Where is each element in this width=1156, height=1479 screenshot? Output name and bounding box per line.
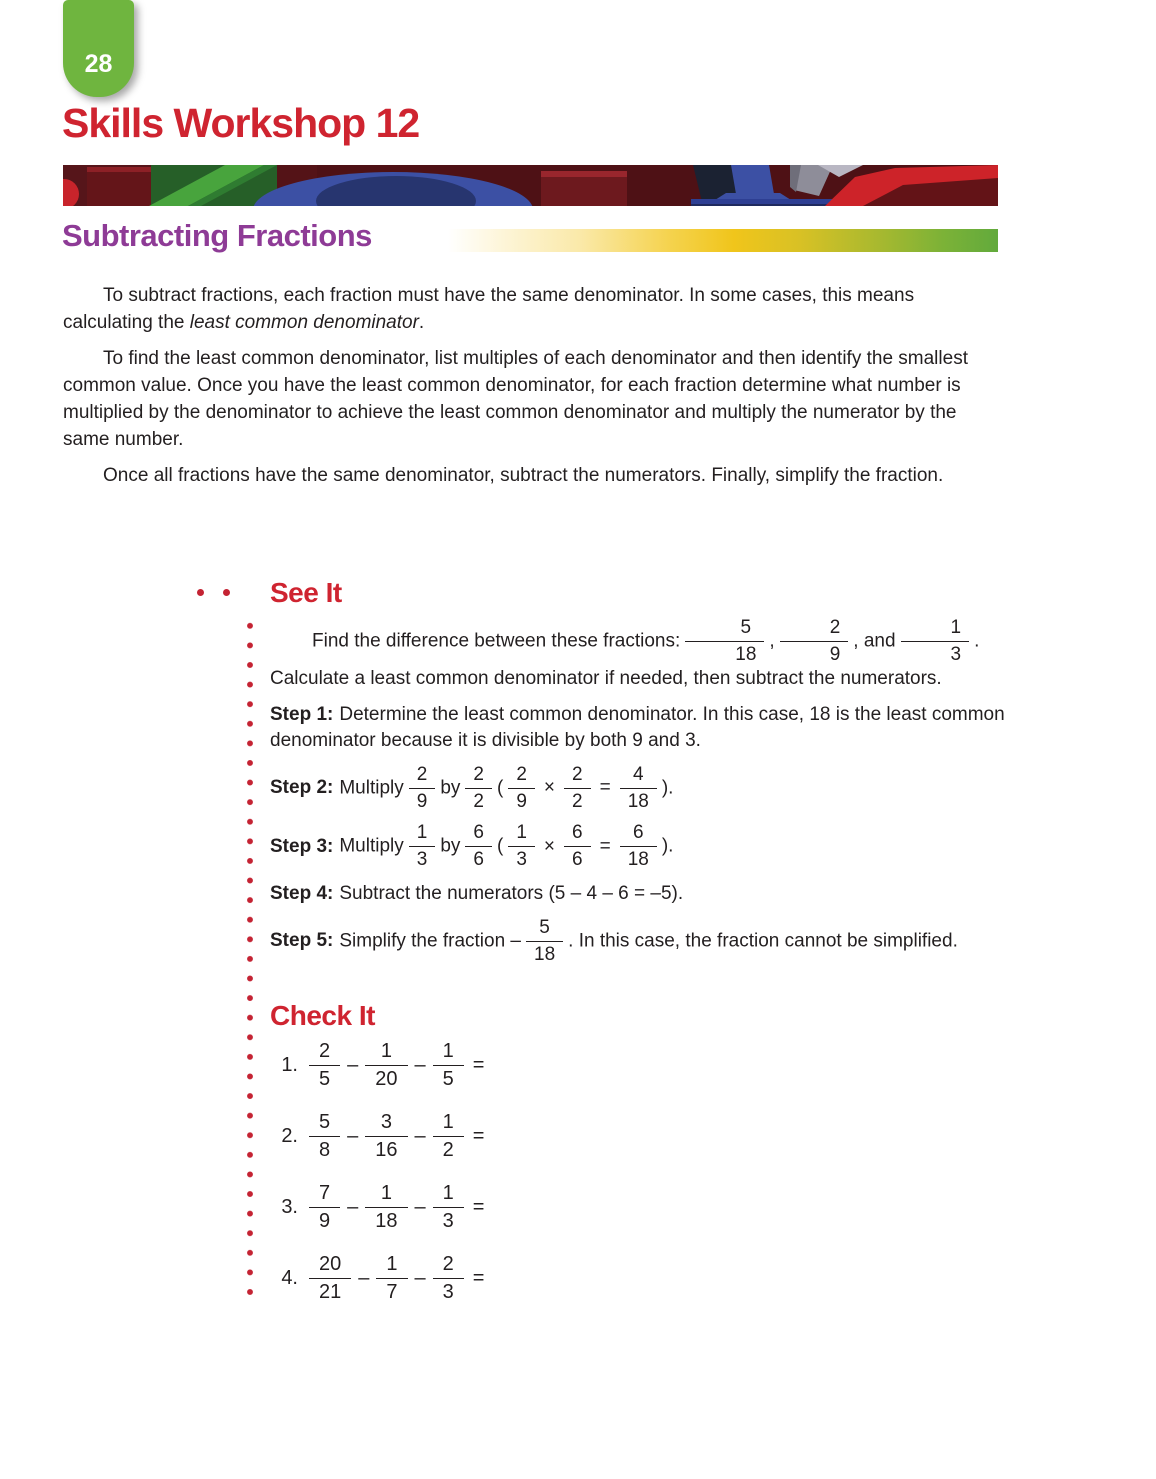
problem-row-2 (270, 1111, 870, 1162)
intro-paragraphs (63, 282, 1008, 498)
fraction-numerator: 5 (740, 617, 752, 638)
fraction-denominator: 6 (564, 846, 591, 871)
dot-icon (197, 589, 204, 596)
fraction (376, 1253, 407, 1304)
minus-operator: – (347, 1054, 359, 1076)
minus-operator: – (414, 1125, 426, 1147)
fraction (620, 822, 657, 871)
minus-operator: – (358, 1267, 370, 1289)
fraction-numerator: 1 (380, 1040, 392, 1062)
minus-operator: – (414, 1054, 426, 1076)
fraction (526, 917, 563, 966)
check-it-section (270, 1000, 870, 1324)
fraction-denominator: 5 (309, 1065, 340, 1091)
step-text: Multiply (339, 835, 404, 857)
fraction-denominator: 2 (564, 788, 591, 813)
fraction-denominator: 9 (780, 641, 849, 666)
fraction (433, 1111, 464, 1162)
step-5 (270, 917, 1012, 966)
fraction-numerator: 2 (442, 1253, 454, 1275)
fraction (564, 822, 591, 871)
fraction (901, 617, 970, 666)
fraction-numerator: 6 (572, 822, 583, 844)
step-label: Step 2: (270, 777, 334, 799)
fraction-denominator: 21 (309, 1278, 351, 1304)
fraction-numerator: 1 (442, 1040, 454, 1062)
equals-operator: = (472, 1196, 485, 1218)
fraction (508, 822, 535, 871)
minus-operator: – (347, 1196, 359, 1218)
fraction (309, 1253, 351, 1304)
step-label: Step 5: (270, 930, 334, 952)
fraction-denominator: 2 (433, 1136, 464, 1162)
see-it-heading: See It (270, 577, 342, 608)
step-2 (270, 764, 1012, 813)
fraction-denominator: 5 (433, 1065, 464, 1091)
fraction-numerator: 1 (380, 1182, 392, 1204)
step-label: Step 3: (270, 835, 334, 857)
see-it-section (270, 577, 1012, 976)
fraction-numerator: 2 (516, 763, 527, 785)
step-text: . In this case, the fraction cannot be simplified. (568, 930, 958, 952)
fraction-denominator: 9 (409, 788, 436, 813)
intro-paragraph-1 (63, 282, 1008, 336)
numbers-collage-graphic (63, 165, 998, 206)
fraction (564, 764, 591, 813)
fraction-numerator: 1 (416, 822, 428, 844)
fraction (309, 1111, 340, 1162)
fraction-numerator: 20 (319, 1253, 342, 1275)
fraction (620, 764, 657, 813)
dotted-rule-vertical (245, 616, 255, 1298)
fraction-numerator: 1 (386, 1253, 398, 1275)
fraction-denominator: 18 (620, 788, 657, 813)
fraction-denominator: 9 (508, 788, 535, 813)
fraction (685, 617, 764, 666)
fraction (409, 822, 436, 871)
fraction-denominator: 8 (309, 1136, 340, 1162)
problem-row-4 (270, 1253, 870, 1304)
close-paren: ). (661, 777, 674, 799)
step-3 (270, 822, 1012, 871)
fraction-numerator: 2 (572, 763, 583, 785)
step-label: Step 4: (270, 883, 334, 905)
see-it-intro (270, 617, 1012, 692)
fraction-numerator: 5 (319, 1111, 331, 1133)
equals-operator: = (472, 1054, 485, 1076)
open-paren: ( (497, 777, 504, 799)
fraction-numerator: 1 (516, 822, 527, 844)
fraction-numerator: 2 (829, 617, 841, 638)
fraction (309, 1182, 340, 1233)
check-it-heading: Check It (270, 1000, 375, 1031)
section-title: Subtracting Fractions (62, 218, 372, 253)
fraction (433, 1040, 464, 1091)
fraction-numerator: 1 (442, 1111, 454, 1133)
fraction-numerator: 1 (442, 1182, 454, 1204)
fraction-denominator: 3 (409, 846, 436, 871)
times-operator: × (543, 777, 556, 799)
italic-term: least common denominator (189, 312, 419, 333)
fraction-denominator: 9 (309, 1207, 340, 1233)
page-number-badge (63, 0, 134, 97)
problem-number: 3. (281, 1196, 298, 1218)
fraction (780, 617, 849, 666)
minus-operator: – (347, 1125, 359, 1147)
page-number: 28 (84, 50, 113, 78)
fraction-denominator: 2 (465, 788, 492, 813)
step-text: Determine the least common denominator. In this case, 18 is the least common denominator because it is divisible by both 9 and 3. (270, 703, 1005, 751)
equals-operator: = (472, 1125, 485, 1147)
step-text: by (440, 777, 461, 799)
problem-row-1 (270, 1040, 870, 1091)
problem-number: 4. (281, 1267, 298, 1289)
minus-operator: – (414, 1196, 426, 1218)
fraction-denominator: 6 (465, 846, 492, 871)
open-paren: ( (497, 835, 504, 857)
step-text: Multiply (339, 777, 404, 799)
fraction-numerator: 6 (632, 822, 644, 844)
intro-text: Find the difference between these fractions: (312, 630, 681, 652)
step-text: by (440, 835, 461, 857)
fraction (309, 1040, 340, 1091)
step-text: Simplify the fraction – (339, 930, 521, 952)
gradient-bar (448, 229, 998, 252)
equals-operator: = (599, 777, 611, 799)
fraction-numerator: 2 (473, 763, 484, 785)
intro-paragraph-2: To find the least common denominator, list multiples of each denominator and then identify the smallest common value. Once you have the least common denominator, for each fraction determine what number is multiplied by the denominator to achieve the least common denominator and multiply the numerator by the same number. (63, 348, 968, 450)
fraction-denominator: 16 (365, 1136, 407, 1162)
fraction-denominator: 18 (685, 641, 764, 666)
banner-image (63, 165, 998, 206)
fraction-numerator: 2 (416, 763, 428, 785)
fraction (365, 1182, 407, 1233)
fraction (433, 1253, 464, 1304)
fraction-numerator: 1 (950, 617, 962, 638)
fraction-numerator: 7 (319, 1182, 331, 1204)
decorative-dots-horizontal (197, 589, 230, 596)
fraction (433, 1182, 464, 1233)
fraction-denominator: 3 (433, 1278, 464, 1304)
fraction-denominator: 3 (433, 1207, 464, 1233)
problem-number: 1. (281, 1054, 298, 1076)
fraction-numerator: 4 (632, 763, 644, 785)
equals-operator: = (599, 835, 611, 857)
problem-number: 2. (281, 1125, 298, 1147)
step-4 (270, 881, 1012, 907)
fraction (508, 764, 535, 813)
fraction-denominator: 7 (376, 1278, 407, 1304)
step-text: Subtract the numerators (5 – 4 – 6 = –5). (339, 883, 684, 905)
fraction-numerator: 5 (539, 917, 550, 939)
intro-text: . Calculate a least common denominator if needed, then subtract the numerators. (270, 630, 980, 689)
fraction-denominator: 18 (620, 846, 657, 871)
fraction-numerator: 6 (473, 822, 484, 844)
fraction-numerator: 3 (380, 1111, 392, 1133)
equals-operator: = (472, 1267, 485, 1289)
fraction-denominator: 18 (365, 1207, 407, 1233)
page-title: Skills Workshop 12 (62, 100, 420, 146)
fraction-denominator: 20 (365, 1065, 407, 1091)
fraction (365, 1111, 407, 1162)
paragraph-text: . (418, 312, 425, 333)
fraction (465, 822, 492, 871)
fraction (465, 764, 492, 813)
fraction-numerator: 2 (319, 1040, 331, 1062)
intro-paragraph-3: Once all fractions have the same denominator, subtract the numerators. Finally, simplify the fraction. (103, 465, 944, 486)
close-paren: ). (661, 835, 674, 857)
fraction-denominator: 18 (526, 941, 563, 966)
intro-text: , and (853, 630, 896, 652)
minus-operator: – (414, 1267, 426, 1289)
step-1 (270, 702, 1012, 754)
fraction-denominator: 3 (508, 846, 535, 871)
fraction (409, 764, 436, 813)
times-operator: × (543, 835, 556, 857)
fraction-denominator: 3 (901, 641, 970, 666)
problem-row-3 (270, 1182, 870, 1233)
paragraph-text: To subtract fractions, each fraction must have the same denominator. In some cases, this means calculating the (63, 285, 915, 333)
step-label: Step 1: (270, 703, 334, 725)
intro-text: , (769, 630, 775, 652)
dot-icon (223, 589, 230, 596)
fraction (365, 1040, 407, 1091)
